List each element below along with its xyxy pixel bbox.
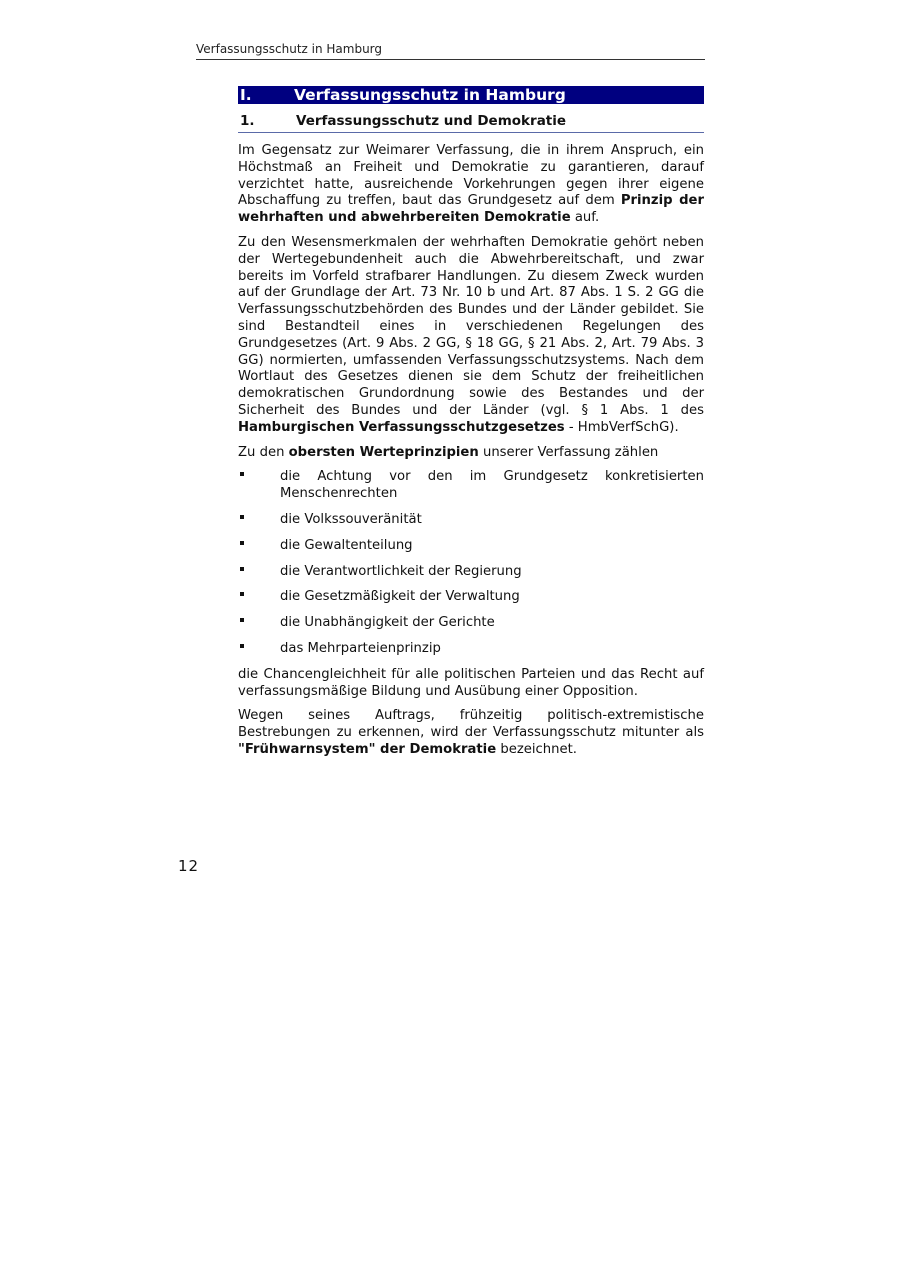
bullet-marker [238,538,280,555]
chapter-heading [238,86,704,104]
section-heading [238,113,704,133]
paragraph-text: Im Gegensatz zur Weimarer Verfassung, die in ihrem Anspruch, ein Höchstmaß an Freiheit und Demokratie zu garantieren, darauf verzichtet hatte, ausreichende Vorkehrungen gegen ihrer eigene Abschaffung zu treffen, baut das Grundgesetz auf dem [238,143,704,209]
list-item [238,615,704,632]
chapter-number: I. [240,86,252,104]
paragraph-text: auf. [570,210,600,226]
page-content [238,86,704,759]
list-item-text: das Mehrparteienprinzip [280,640,441,656]
emphasis-text: Hamburgischen Verfassungsschutzgesetzes [238,419,565,435]
list-item-text: die Achtung vor den im Grundgesetz konkretisierten Menschenrechten [280,469,704,502]
list-item [238,538,704,555]
page-number: 12 [178,857,200,875]
section-title: Verfassungsschutz und Demokratie [296,113,567,129]
list-item-text: die Unabhängigkeit der Gerichte [280,615,495,631]
emphasis-text: "Frühwarnsystem" der Demokratie [238,741,497,757]
emphasis-text: obersten Werteprinzipien [288,444,479,460]
paragraph-fruehwarnsystem [238,708,704,758]
paragraph-text: - HmbVerfSchG). [564,419,679,435]
paragraph-text: Zu den [238,444,289,460]
paragraph-chancengleichheit: die Chancengleichheit für alle politischen Parteien und das Recht auf verfassungsmäßige Bildung und Ausübung einer Opposition. [238,666,704,699]
bullet-marker [238,615,280,632]
principles-list [238,469,704,657]
bullet-marker [238,564,280,581]
list-item [238,589,704,606]
list-item-text: die Verantwortlichkeit der Regierung [280,563,522,579]
chapter-title: Verfassungsschutz in Hamburg [294,86,566,104]
paragraph-werteprinzipien [238,445,704,462]
paragraph-text: bezeichnet. [496,741,577,757]
paragraph-text: Wegen seines Auftrags, frühzeitig politisch-extremistische Bestrebungen zu erkennen, wird der Verfassungsschutz mitunter als [238,708,704,741]
section-number: 1. [240,113,255,129]
paragraph-text: unserer Verfassung zählen [478,444,659,460]
bullet-marker [238,469,280,503]
list-item [238,641,704,658]
emphasis-text: Prinzip der wehrhaften und abwehrbereiten Demokratie [238,193,704,226]
paragraph-intro [238,143,704,227]
running-header: Verfassungsschutz in Hamburg [196,42,705,60]
paragraph-text: Zu den Wesensmerkmalen der wehrhaften Demokratie gehört neben der Wertegebundenheit auch die Abwehrbereitschaft, und zwar bereits im Vorfeld strafbarer Handlungen. Zu diesem Zweck wurden auf der Grundlage der Art. 73 Nr. 10 b und Art. 87 Abs. 1 S. 2 GG die Verfassungsschutzbehörden des Bundes und der Länder gebildet. Sie sind Bestandteil eines in verschiedenen Regelungen des Grundgesetzes (Art. 9 Abs. 2 GG, § 18 GG, § 21 Abs. 2, Art. 79 Abs. 3 GG) normierten, umfassenden Verfassungsschutzsystems. Nach dem Wortlaut des Gesetzes dienen sie dem Schutz der freiheitlichen demokratischen Grundordnung sowie des Bestandes und der Sicherheit des Bundes und der Länder (vgl. § 1 Abs. 1 des [238,234,704,418]
list-item [238,512,704,529]
list-item-text: die Gewaltenteilung [280,537,413,553]
list-item [238,469,704,503]
list-item-text: die Volkssouveränität [280,511,422,527]
list-item-text: die Gesetzmäßigkeit der Verwaltung [280,589,520,605]
bullet-marker [238,512,280,529]
list-item [238,564,704,581]
bullet-marker [238,641,280,658]
paragraph-wesensmerkmale [238,235,704,437]
bullet-marker [238,589,280,606]
